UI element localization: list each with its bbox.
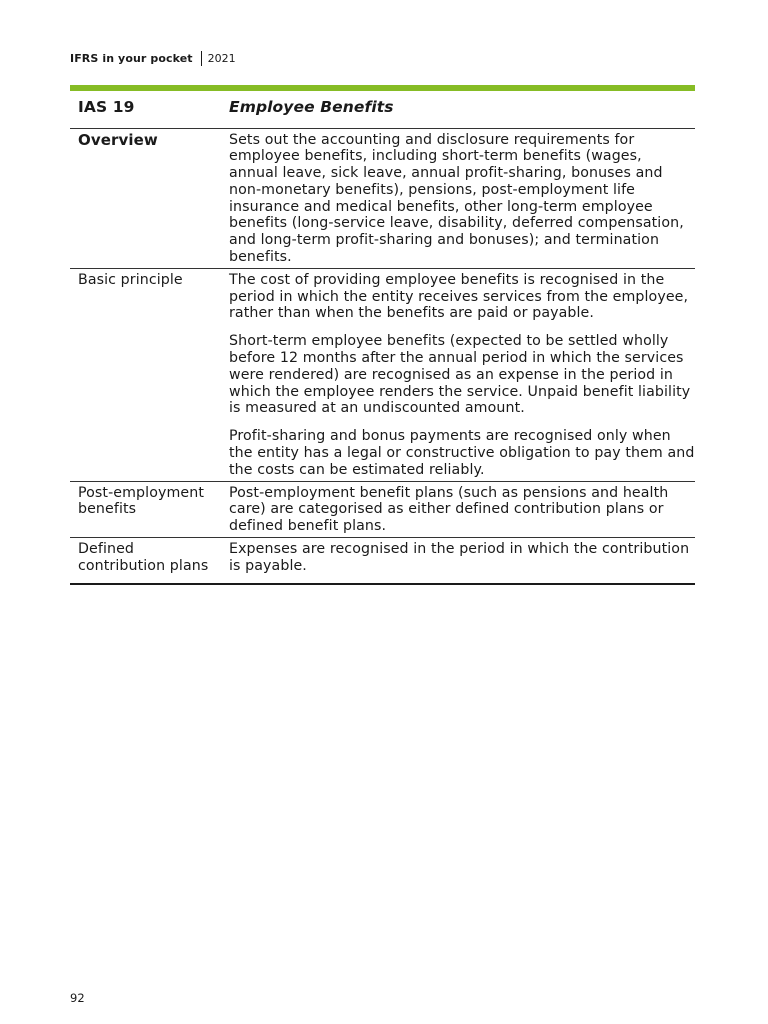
paragraph: Sets out the accounting and disclosure requirements for employee benefits, including short-term benefits (wages, annual leave, sick leave, annual profit-sharing, bonuses and non-monetary benefits), pensions, post-employment life insurance and medical benefits, other long-term employee benefits (long-service leave, disability, deferred compensation, and long-term profit-sharing and bonuses); and termination benefits.	[229, 131, 684, 266]
standard-code: IAS 19	[70, 94, 221, 128]
row-label: Post-employment benefits	[70, 481, 221, 537]
row-label: Basic principle	[70, 268, 221, 481]
paragraph: Expenses are recognised in the period in which the contribution is payable.	[229, 541, 690, 574]
standard-title: Employee Benefits	[221, 94, 695, 128]
running-header	[70, 50, 236, 66]
paragraph: Post-employment benefit plans (such as pensions and health care) are categorised as either defined contribution plans or defined benefit plans.	[229, 484, 669, 535]
paragraph: Profit-sharing and bonus payments are recognised only when the entity has a legal or constructive obligation to pay them and the costs can be estimated reliably.	[229, 428, 695, 478]
table-row-overview	[70, 128, 695, 268]
book-title: IFRS in your pocket	[70, 51, 193, 65]
paragraph: Short-term employee benefits (expected to be settled wholly before 12 months after the annual period in which the services were rendered) are recognised as an expense in the period in which the employee renders the service. Unpaid benefit liability is measured at an undiscounted amount.	[229, 333, 691, 417]
header-separator	[201, 51, 202, 66]
row-content	[221, 481, 695, 537]
paragraph: The cost of providing employee benefits is recognised in the period in which the entity receives services from the employee, rather than when the benefits are paid or payable.	[229, 271, 689, 322]
table-row-defined-contribution-plans	[70, 538, 695, 584]
table-row-post-employment-benefits	[70, 481, 695, 537]
standard-summary-table	[70, 94, 695, 585]
accent-bar	[70, 85, 695, 91]
table-row-basic-principle	[70, 268, 695, 481]
row-label: Overview	[70, 128, 221, 268]
page-number: 92	[70, 991, 85, 1005]
row-content	[221, 268, 695, 481]
edition-year: 2021	[207, 51, 236, 65]
row-content	[221, 538, 695, 584]
row-label: Defined contribution plans	[70, 538, 221, 584]
table-header-row	[70, 94, 695, 128]
row-content	[221, 128, 695, 268]
